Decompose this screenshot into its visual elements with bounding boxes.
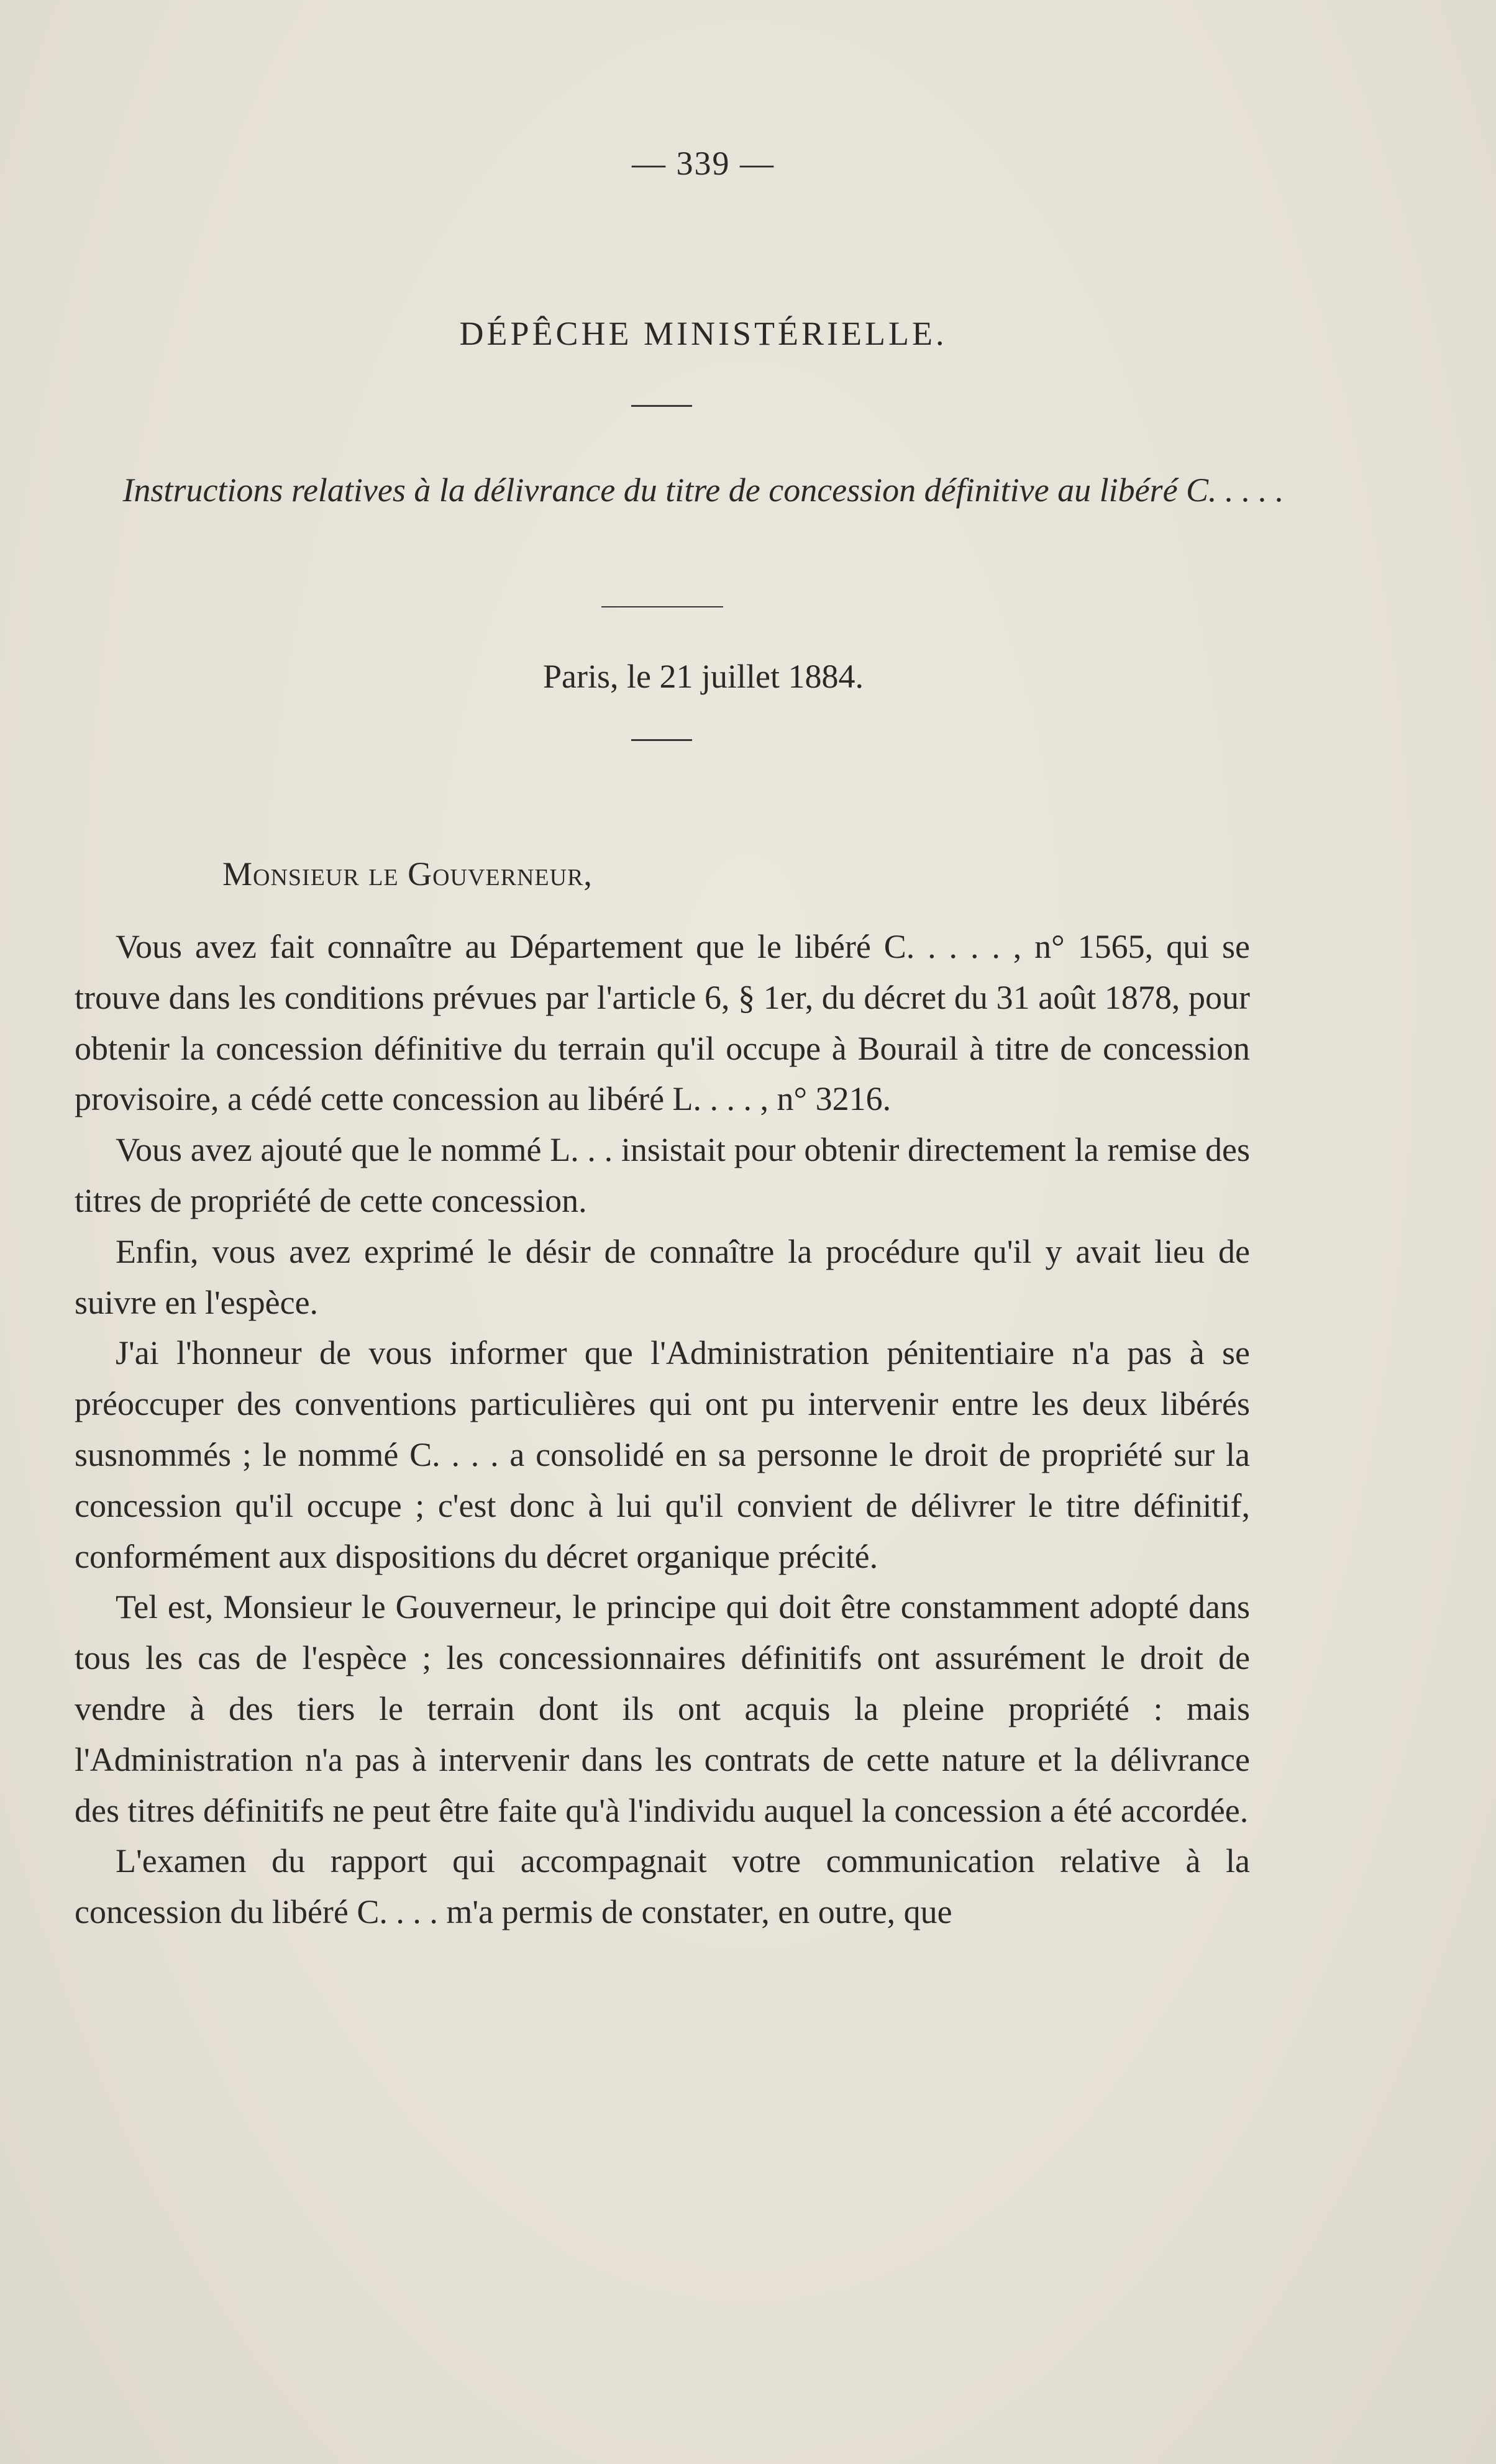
paragraph: Tel est, Monsieur le Gouverneur, le principe qui doit être constamment adopté dans tous les cas de l'espèce ; les concessionnaires définitifs ont assurément le droit de vendre à des tiers le terrain dont ils ont acquis la pleine propriété : mais l'Administration n'a pas à intervenir dans les contrats de cette nature et la délivrance des titres définitifs ne peut être faite qu'à l'individu auquel la concession a été accordée. [75,1588,1250,1829]
salutation: Monsieur le Gouverneur, [222,855,593,893]
dateline: Paris, le 21 juillet 1884. [543,658,864,695]
letter-body [75,922,1250,1938]
subtitle-divider [601,606,723,607]
paragraph: Enfin, vous avez exprimé le désir de connaître la procédure qu'il y avait lieu de suivre en l'espèce. [75,1232,1250,1321]
paragraph: J'ai l'honneur de vous informer que l'Administration pénitentiaire n'a pas à se préoccuper des conventions particulières qui ont pu intervenir entre les deux libérés susnommés ; le nommé C. . . . a consolidé en sa personne le droit de propriété sur la concession qu'il occupe ; c'est donc à lui qu'il convient de délivrer le titre définitif, conformément aux dispositions du décret organique précité. [75,1334,1250,1575]
page-number: — 339 — [632,145,775,182]
document-title: DÉPÊCHE MINISTÉRIELLE. [459,315,947,352]
paragraph: Vous avez ajouté que le nommé L. . . insistait pour obtenir directement la remise des titres de propriété de cette concession. [75,1131,1250,1219]
dateline-divider [631,739,692,741]
document-subtitle: Instructions relatives à la délivrance du titre de concession définitive au libéré C. . . . . [122,471,1284,509]
title-divider [631,405,692,407]
paragraph: Vous avez fait connaître au Département que le libéré C. . . . . , n° 1565, qui se trouve dans les conditions prévues par l'article 6, § 1er, du décret du 31 août 1878, pour obtenir la concession définitive du terrain qu'il occupe à Bourail à titre de concession provisoire, a cédé cette concession au libéré L. . . . , n° 3216. [75,928,1250,1118]
paragraph: L'examen du rapport qui accompagnait votre communication relative à la concession du libéré C. . . . m'a permis de constater, en outre, que [75,1842,1250,1931]
